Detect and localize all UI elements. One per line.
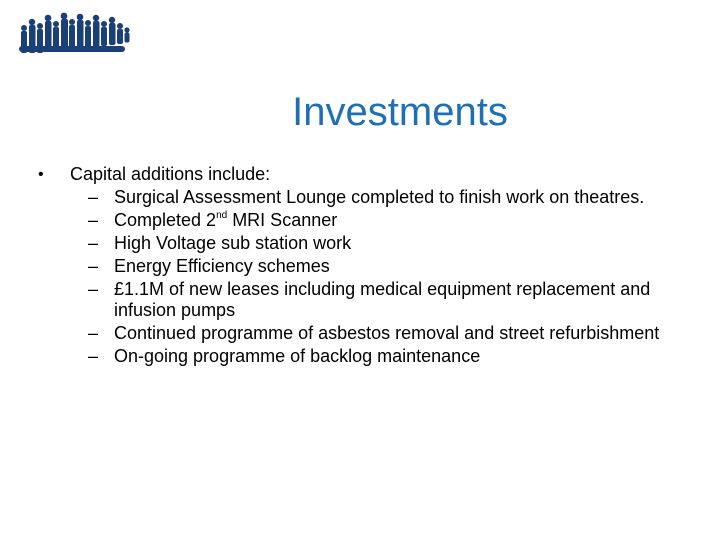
list-item <box>38 210 698 231</box>
dash-icon: – <box>88 233 99 253</box>
list-item <box>38 323 698 344</box>
slide-title: Investments <box>292 90 508 134</box>
crowd-logo-icon <box>16 8 132 58</box>
dash-icon: – <box>88 323 99 343</box>
dash-icon: – <box>88 210 99 230</box>
list-item <box>38 346 698 367</box>
dash-icon: – <box>88 187 99 207</box>
main-bullet-item <box>38 164 698 185</box>
ordinal-suffix: nd <box>216 210 228 221</box>
dash-icon: – <box>88 256 99 276</box>
list-item-text: £1.1M of new leases including medical equipment replacement and infusion pumps <box>114 279 651 320</box>
dash-icon: – <box>88 346 99 366</box>
dash-icon: – <box>88 279 99 299</box>
list-item <box>38 256 698 277</box>
list-item <box>38 279 698 321</box>
list-item-text: Continued programme of asbestos removal and street refurbishment <box>114 323 660 343</box>
slide-body <box>38 164 698 367</box>
list-item-text <box>114 210 674 231</box>
list-item-text: Energy Efficiency schemes <box>114 256 330 276</box>
list-item-text: On-going programme of backlog maintenance <box>114 346 481 366</box>
list-item-text: Surgical Assessment Lounge completed to finish work on theatres. <box>114 187 645 207</box>
list-item <box>38 187 698 208</box>
bullet-icon: • <box>38 166 44 183</box>
list-item-text-pre: Completed 2 <box>114 210 217 230</box>
list-item <box>38 233 698 254</box>
list-item-text: High Voltage sub station work <box>114 233 352 253</box>
main-bullet-text: Capital additions include: <box>70 164 271 184</box>
list-item-text-post: MRI Scanner <box>227 210 338 230</box>
sub-bullet-list <box>38 187 698 367</box>
